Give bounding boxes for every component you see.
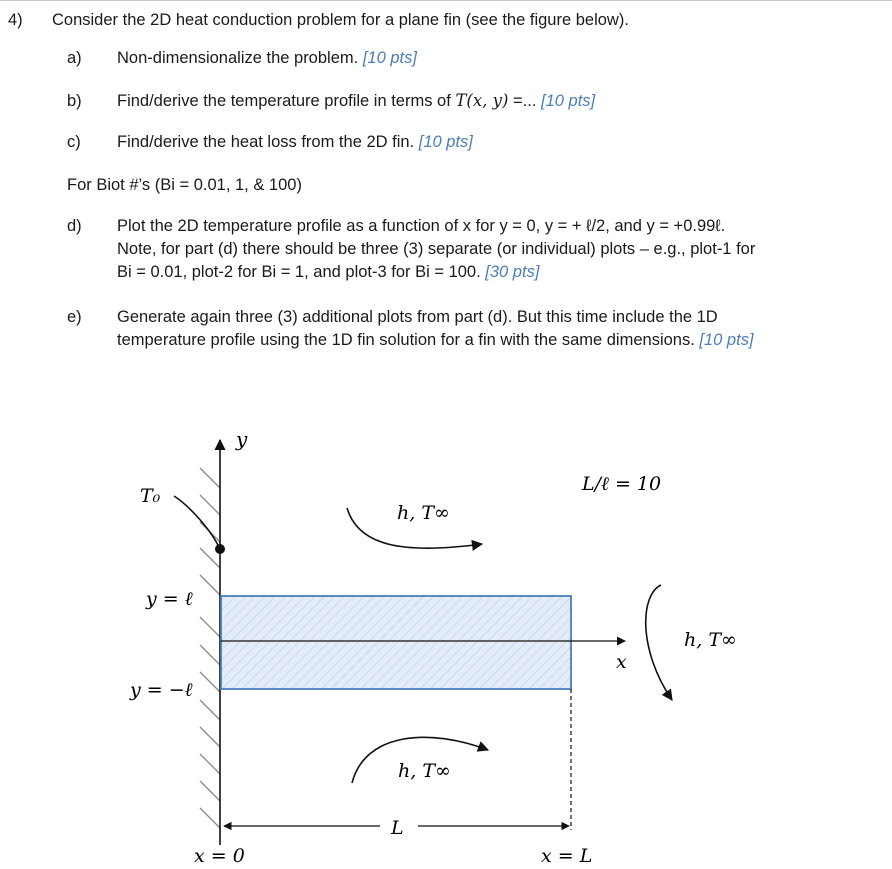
part-a-points: [10 pts]: [362, 49, 417, 67]
y-axis-label: y: [236, 427, 248, 451]
part-b-text: Find/derive the temperature profile in terms of: [117, 92, 451, 110]
part-e-line-1: Generate again three (3) additional plots from part (d). But this time include the 1D: [117, 308, 718, 326]
conv-arrow-right: [646, 585, 672, 700]
t0-point: [215, 544, 225, 554]
part-e-points: [10 pts]: [699, 331, 754, 349]
part-d-line-2: Note, for part (d) there should be three (3) separate (or individual) plots – e.g., plot-1 for: [117, 240, 756, 258]
part-a-text: Non-dimensionalize the problem.: [117, 49, 359, 67]
part-e-label: e): [67, 308, 82, 326]
part-b-points: [10 pts]: [541, 92, 596, 110]
part-d-points: [30 pts]: [485, 263, 540, 281]
part-c-text: Find/derive the heat loss from the 2D fin.: [117, 133, 415, 151]
conv-label-top: h, T∞: [397, 502, 450, 524]
y-bottom-label: y = −ℓ: [130, 679, 193, 701]
conv-label-bottom: h, T∞: [398, 760, 451, 782]
t0-leader: [174, 496, 220, 549]
part-d-line-3: Bi = 0.01, plot-2 for Bi = 1, and plot-3 for Bi = 100.: [117, 263, 481, 281]
fin-body: [221, 596, 571, 689]
part-a-label: a): [67, 49, 82, 67]
y-top-label: y = ℓ: [146, 588, 193, 610]
x-zero-label: x = 0: [194, 845, 245, 867]
part-b-expression: T(x, y): [455, 91, 509, 110]
t0-label: T₀: [140, 485, 161, 507]
x-L-label: x = L: [541, 845, 593, 867]
problem-statement: Consider the 2D heat conduction problem for a plane fin (see the figure below).: [52, 11, 629, 29]
part-e-line-2: temperature profile using the 1D fin solution for a fin with the same dimensions.: [117, 331, 695, 349]
part-c-label: c): [67, 133, 81, 151]
problem-number: 4): [8, 11, 23, 29]
part-d-label: d): [67, 217, 82, 235]
x-axis-label: x: [616, 651, 627, 673]
part-c-points: [10 pts]: [418, 133, 473, 151]
biot-line: For Biot #’s (Bi = 0.01, 1, & 100): [67, 176, 302, 194]
ratio-label: L/ℓ = 10: [582, 473, 662, 495]
part-d-line-1: Plot the 2D temperature profile as a function of x for y = 0, y = + ℓ/2, and y = +0.99ℓ.: [117, 217, 726, 235]
part-b-tail: =...: [513, 92, 537, 110]
length-label: L: [391, 817, 404, 839]
conv-label-right: h, T∞: [684, 629, 737, 651]
part-b-label: b): [67, 92, 82, 110]
